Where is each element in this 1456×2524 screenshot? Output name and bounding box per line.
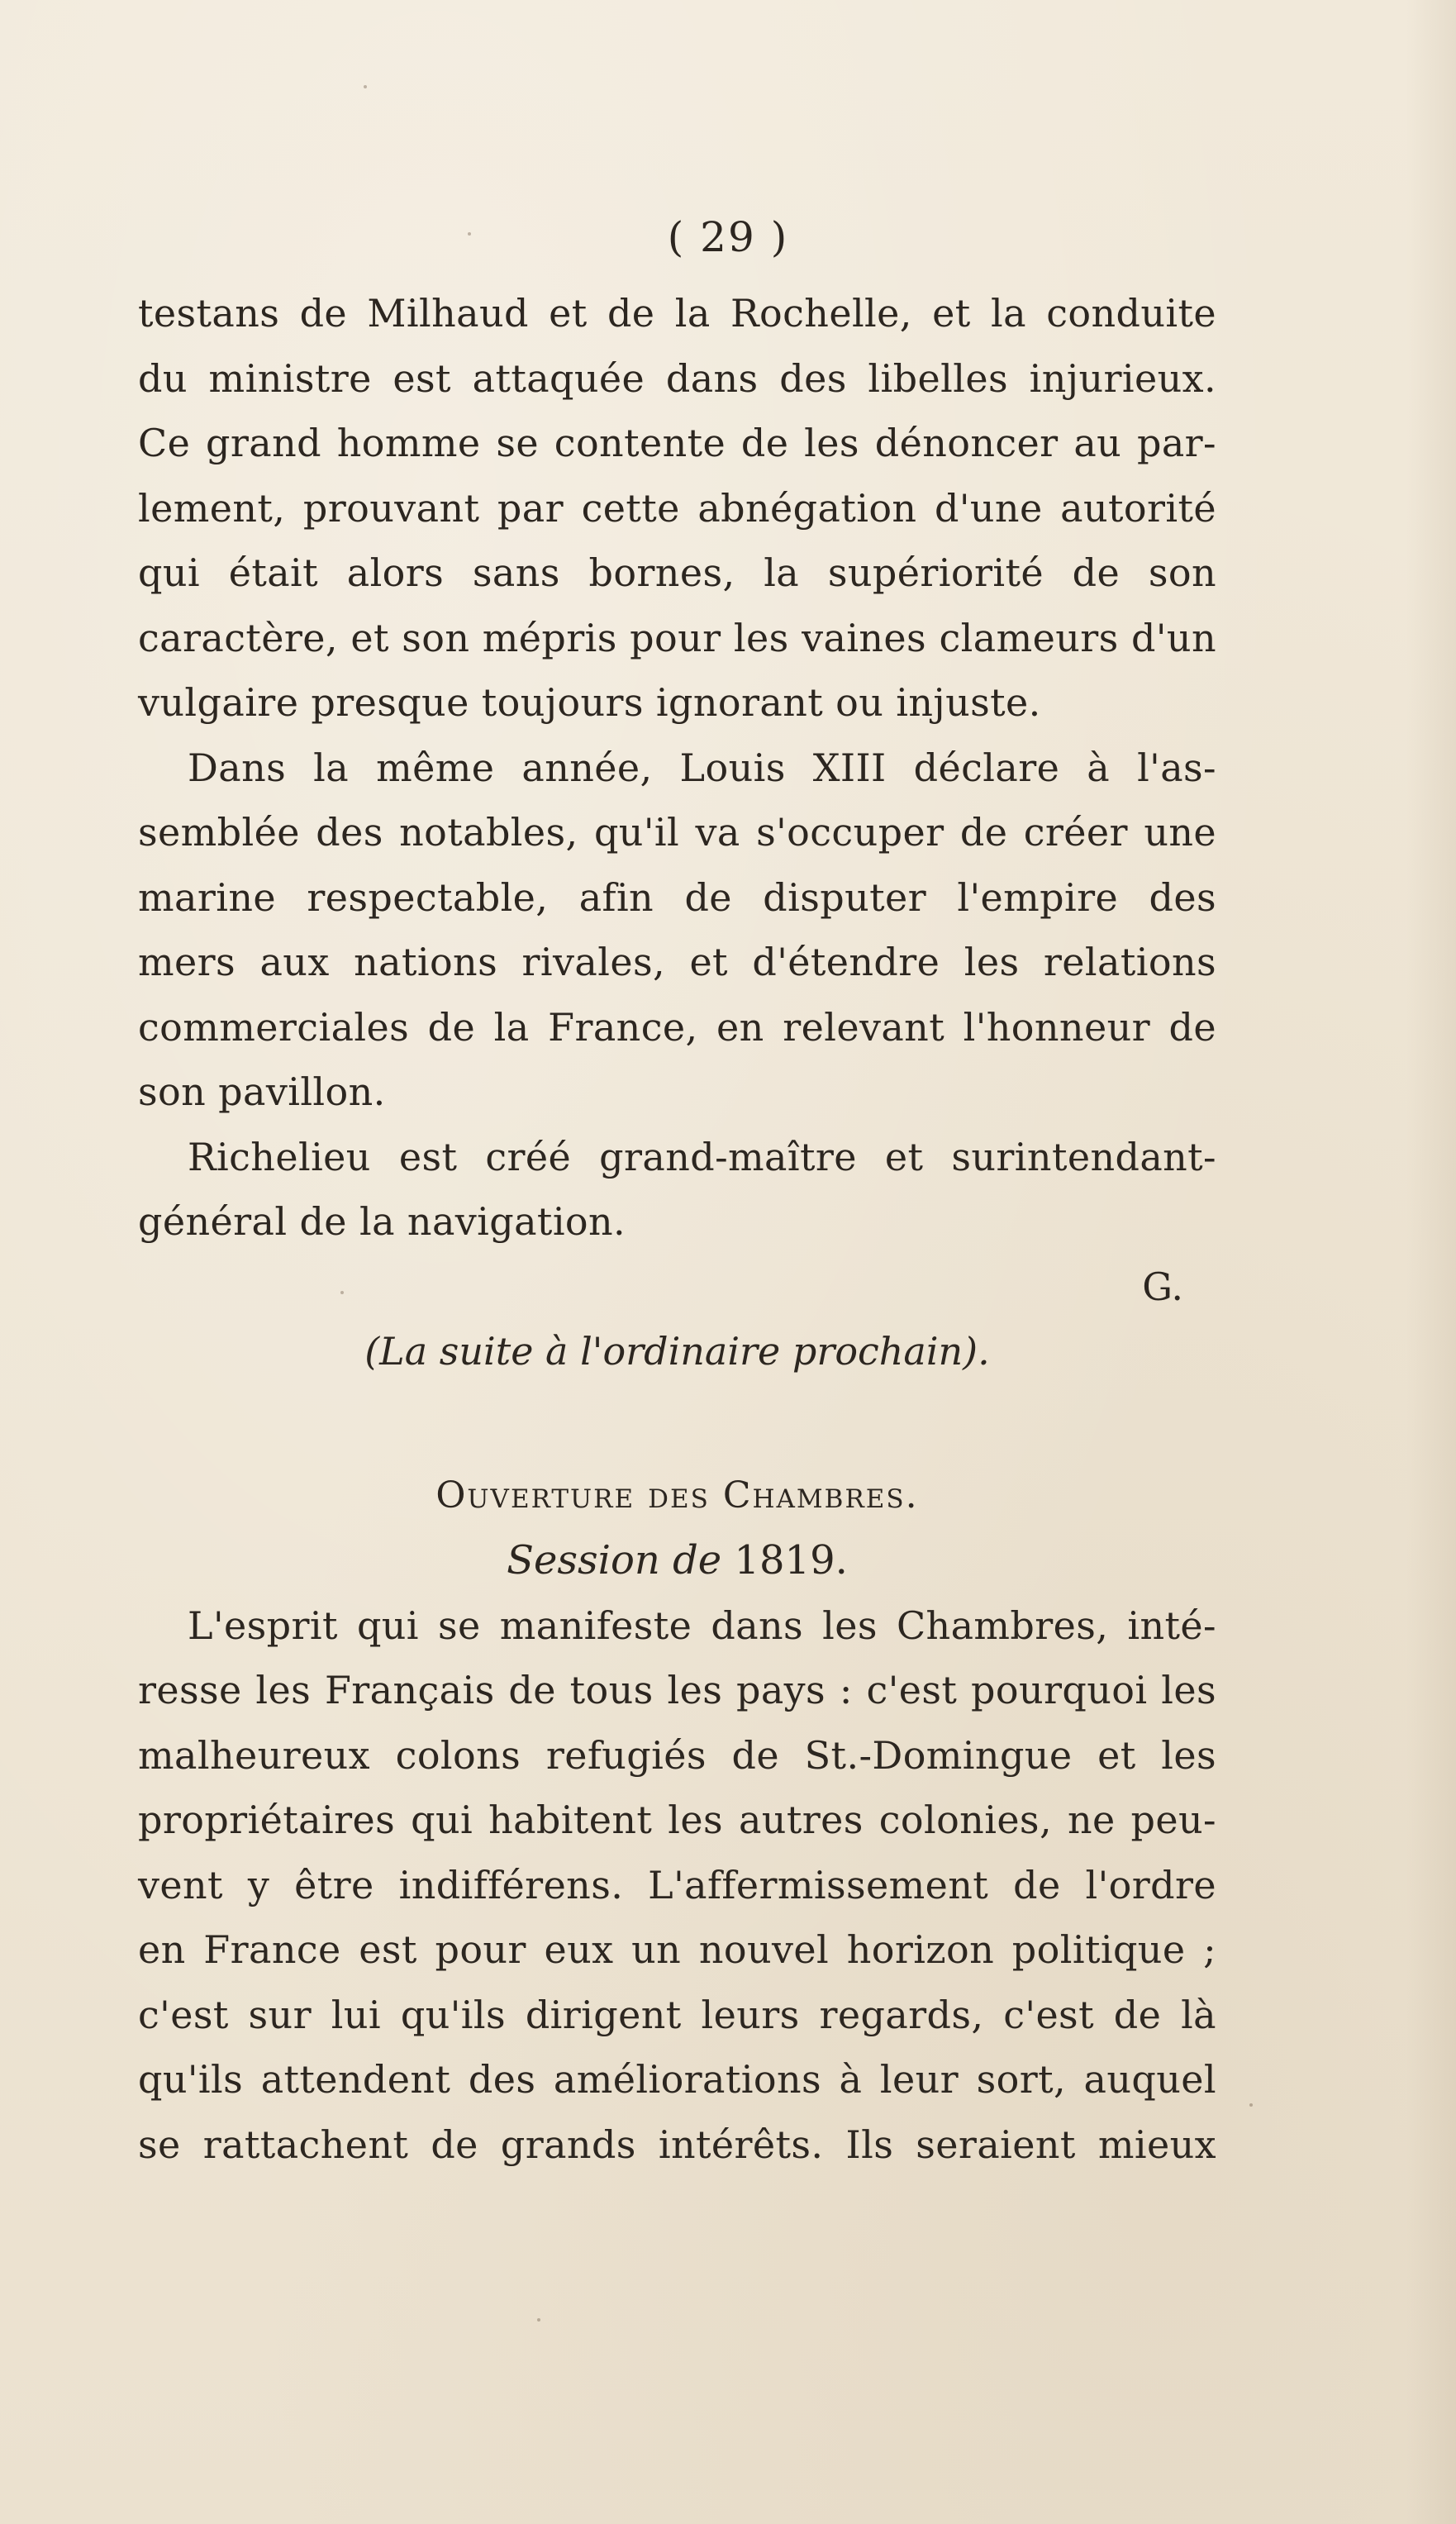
text-line: du ministre est attaquée dans des libelles injurieux. bbox=[138, 355, 1216, 401]
subheading-year: 1819. bbox=[734, 1537, 848, 1583]
author-signature: G. bbox=[1142, 1264, 1183, 1309]
text-line: se rattachent de grands intérêts. Ils seraient mieux bbox=[138, 2122, 1216, 2167]
paragraph-chambres bbox=[138, 1593, 1216, 2178]
page-edge-shadow bbox=[1406, 0, 1456, 2524]
paragraph-richelieu-libels bbox=[138, 281, 1216, 736]
section-spacer bbox=[138, 1384, 1216, 1464]
text-line: propriétaires qui habitent les autres colonies, ne peu- bbox=[138, 1798, 1216, 1842]
paragraph-richelieu-navigation bbox=[138, 1125, 1216, 1255]
section-heading: Ouverture des Chambres. bbox=[435, 1474, 919, 1517]
paper-speck bbox=[1249, 2103, 1253, 2107]
text-column bbox=[138, 281, 1216, 2177]
text-line: commerciales de la France, en relevant l'honneur de bbox=[138, 1004, 1216, 1050]
text-line: semblée des notables, qu'il va s'occuper de créer une bbox=[138, 810, 1216, 855]
text-line: vulgaire presque toujours ignorant ou injuste. bbox=[138, 680, 1041, 725]
text-line: marine respectable, afin de disputer l'empire des bbox=[138, 874, 1216, 920]
paper-speck bbox=[364, 85, 367, 88]
section-subheading bbox=[138, 1528, 1216, 1593]
text-line: L'esprit qui se manifeste dans les Chambres, inté- bbox=[188, 1603, 1216, 1648]
text-line: resse les Français de tous les pays : c'est pourquoi les bbox=[138, 1668, 1216, 1712]
subheading-label: Session de bbox=[507, 1537, 722, 1583]
text-line: Dans la même année, Louis XIII déclare à l'as- bbox=[188, 745, 1216, 790]
text-line: mers aux nations rivales, et d'étendre les relations bbox=[138, 940, 1216, 984]
paragraph-louis-xiii bbox=[138, 736, 1216, 1125]
text-line: son pavillon. bbox=[138, 1069, 386, 1114]
text-line: qui était alors sans bornes, la supériorité de son bbox=[138, 550, 1216, 595]
text-line: Richelieu est créé grand-maître et surintendant- bbox=[188, 1134, 1216, 1179]
text-line: caractère, et son mépris pour les vaines clameurs d'un bbox=[138, 615, 1216, 660]
page-number: ( 29 ) bbox=[667, 213, 789, 261]
text-line: lement, prouvant par cette abnégation d'une autorité bbox=[138, 485, 1216, 531]
text-line: c'est sur lui qu'ils dirigent leurs regards, c'est de là bbox=[138, 1992, 1216, 2037]
text-line: Ce grand homme se contente de les dénoncer au par- bbox=[138, 421, 1216, 465]
text-line: général de la navigation. bbox=[138, 1199, 626, 1244]
text-line: testans de Milhaud et de la Rochelle, et la conduite bbox=[138, 291, 1216, 336]
continuation-note: (La suite à l'ordinaire prochain). bbox=[364, 1329, 990, 1374]
text-line: vent y être indifférens. L'affermissement de l'ordre bbox=[138, 1862, 1216, 1907]
text-line: en France est pour eux un nouvel horizon politique ; bbox=[138, 1927, 1216, 1972]
text-line: malheureux colons refugiés de St.-Domingue et les bbox=[138, 1732, 1216, 1778]
text-line: qu'ils attendent des améliorations à leur sort, auquel bbox=[138, 2057, 1216, 2102]
paper-speck bbox=[537, 2318, 540, 2322]
